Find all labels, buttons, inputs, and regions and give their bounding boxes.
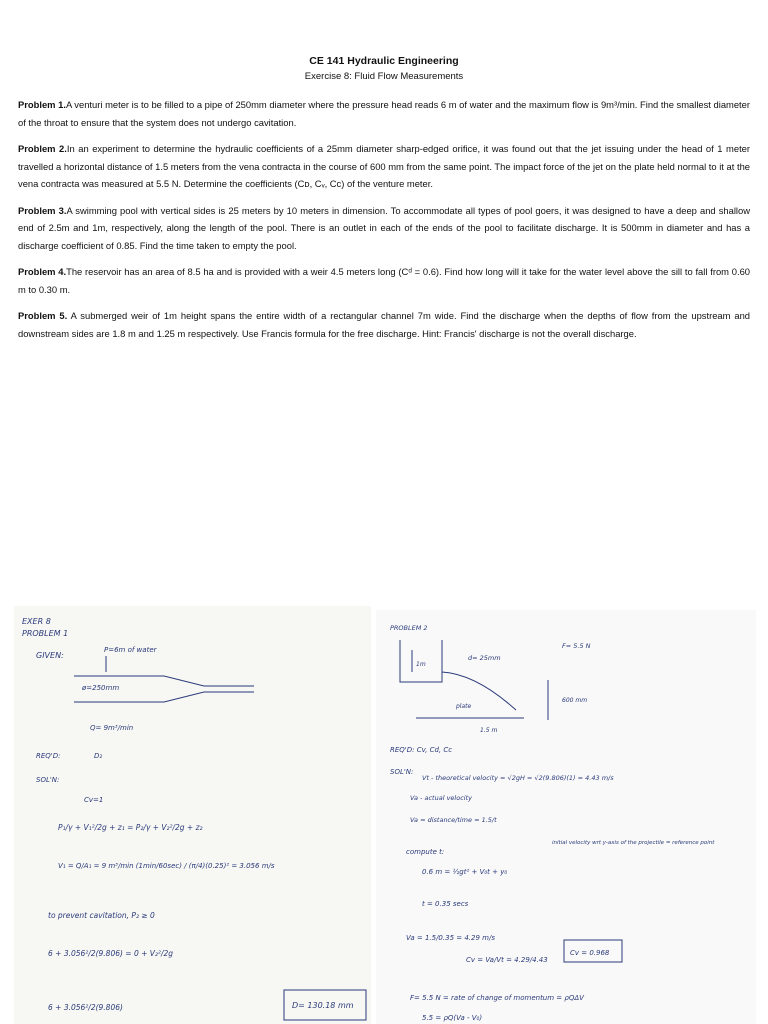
handwritten-solution-problem-1 — [14, 606, 371, 1024]
hw-cavitation: to prevent cavitation, P₂ ≥ 0 — [48, 911, 155, 920]
problem-list — [18, 96, 750, 351]
problem-text: The reservoir has an area of 8.5 ha and is provided with a weir 4.5 meters long (Cᵈ = 0.6). Find how long will it take for the water level above the sill to fall from 0.60 m to 0.30 m. — [18, 266, 750, 295]
hw-force: F= 5.5 N — [562, 642, 591, 650]
hw-t-val: t = 0.35 secs — [422, 900, 469, 908]
hw-head: 1m — [416, 661, 426, 668]
problem-label: Problem 1. — [18, 99, 66, 110]
hw-va: Va - actual velocity — [410, 794, 472, 802]
hw-flow: Q= 9m³/min — [90, 724, 134, 732]
document-subtitle: Exercise 8: Fluid Flow Measurements — [304, 71, 464, 82]
hw-compute: compute t: — [406, 848, 445, 856]
handwritten-sheet-left — [14, 606, 371, 1024]
hw-velocity: V₁ = Q/A₁ = 9 m³/min (1min/60sec) / (π/4)(0.25)² = 3.056 m/s — [58, 862, 275, 870]
hw-plate: plate — [456, 703, 472, 710]
hw-soln-2: SOL'N: — [390, 768, 414, 776]
handwritten-sheet-right — [376, 610, 756, 1024]
hw-cv-val: Cv = 0.968 — [570, 949, 610, 957]
hw-va-eq: Va = distance/time = 1.5/t — [410, 816, 497, 824]
hw-pressure: P=6m of water — [104, 646, 157, 654]
problem-label: Problem 5. — [18, 310, 68, 321]
problem-4 — [18, 263, 750, 298]
hw-venturi-sketch — [74, 656, 254, 702]
hw-orifice-sketch — [400, 640, 548, 720]
document-title: CE 141 Hydraulic Engineering — [309, 55, 459, 67]
hw-step2: 6 + 3.056²/2(9.806) — [48, 1003, 123, 1012]
hw-cv-eq: Cv = Va/Vt = 4.29/4.43 — [466, 956, 548, 964]
hw-given: GIVEN: — [36, 651, 64, 660]
hw-answer: D= 130.18 mm — [292, 1001, 354, 1010]
hw-va-val: Va = 1.5/0.35 = 4.29 m/s — [406, 934, 495, 942]
hw-soln: SOL'N: — [36, 776, 60, 784]
hw-step1: 6 + 3.056²/2(9.806) = 0 + V₂²/2g — [48, 949, 174, 958]
hw-problem: PROBLEM 1 — [22, 629, 69, 638]
hw-reqd-val: D₂ — [94, 752, 103, 760]
problem-label: Problem 4. — [18, 266, 67, 277]
hw-bernoulli: P₁/γ + V₁²/2g + z₁ = P₂/γ + V₂²/2g + z₂ — [58, 823, 203, 832]
hw-drop: 600 mm — [562, 697, 588, 704]
hw-reqd-2: REQ'D: Cv, Cd, Cc — [390, 746, 453, 754]
problem-text: A venturi meter is to be filled to a pipe of 250mm diameter where the pressure head reads 6 m of water and the maximum flow is 9m³/min. Find the smallest diameter of the throat to ensure that the system does not undergo cavitation. — [18, 99, 750, 128]
hw-diameter-2: d= 25mm — [468, 654, 501, 662]
hw-note: initial velocity wrt y-axis of the projectile = reference point — [552, 840, 715, 846]
hw-reqd: REQ'D: — [36, 752, 61, 760]
problem-1 — [18, 96, 750, 131]
hw-problem-2: PROBLEM 2 — [390, 624, 428, 632]
hw-f-eq: F= 5.5 N = rate of change of momentum = ρQΔV — [410, 994, 584, 1002]
problem-label: Problem 3. — [18, 204, 67, 216]
problem-label: Problem 2. — [18, 143, 67, 154]
hw-diameter: ø=250mm — [82, 684, 120, 692]
problem-text: A swimming pool with vertical sides is 25 meters by 10 meters in dimension. To accommodate all types of pool goers, it was designed to have a deep and shallow end of 2.5m and 1m, respectively, along the length of the pool. There is an outlet in each of the ends of the pool to facilitate discharge. It is 500mm in diameter and has a discharge coefficient of 0.85. Find the time taken to empty the pool. — [18, 204, 750, 251]
problem-2 — [18, 140, 750, 193]
hw-t-eq: 0.6 m = ½gt² + V₀t + y₀ — [422, 868, 508, 876]
hw-f-eq2: 5.5 = ρQ(Va - V₀) — [422, 1014, 483, 1022]
problem-3 — [18, 202, 750, 255]
problem-5 — [18, 307, 750, 342]
hw-distance: 1.5 m — [480, 727, 498, 734]
hw-vt: Vt - theoretical velocity = √2gH = √2(9.806)(1) = 4.43 m/s — [422, 774, 614, 782]
handwritten-solution-problem-2 — [376, 610, 756, 1024]
hw-cv: Cv=1 — [84, 796, 104, 804]
hw-exer: EXER 8 — [22, 617, 51, 626]
problem-text: A submerged weir of 1m height spans the entire width of a rectangular channel 7m wide. Find the discharge when the depths of flow from the upstream and downstream sides are 1.8 m and 1.25 m respectively. Use Francis formula for the free discharge. Hint: Francis' discharge is not the overall discharge. — [18, 310, 751, 339]
problem-text: In an experiment to determine the hydraulic coefficients of a 25mm diameter sharp-edged orifice, it was found out that the jet issuing under the head of 1 meter travelled a horizontal distance of 1.5 meters from the vena contracta in the course of 600 mm from the same point. The impact force of the jet on the plate held normal to it at the vena contracta was measured at 5.5 N. Determine the coefficients (Cᴅ, Cᵥ, Cᴄ) of the venture meter. — [18, 143, 751, 189]
document-header — [0, 53, 768, 85]
